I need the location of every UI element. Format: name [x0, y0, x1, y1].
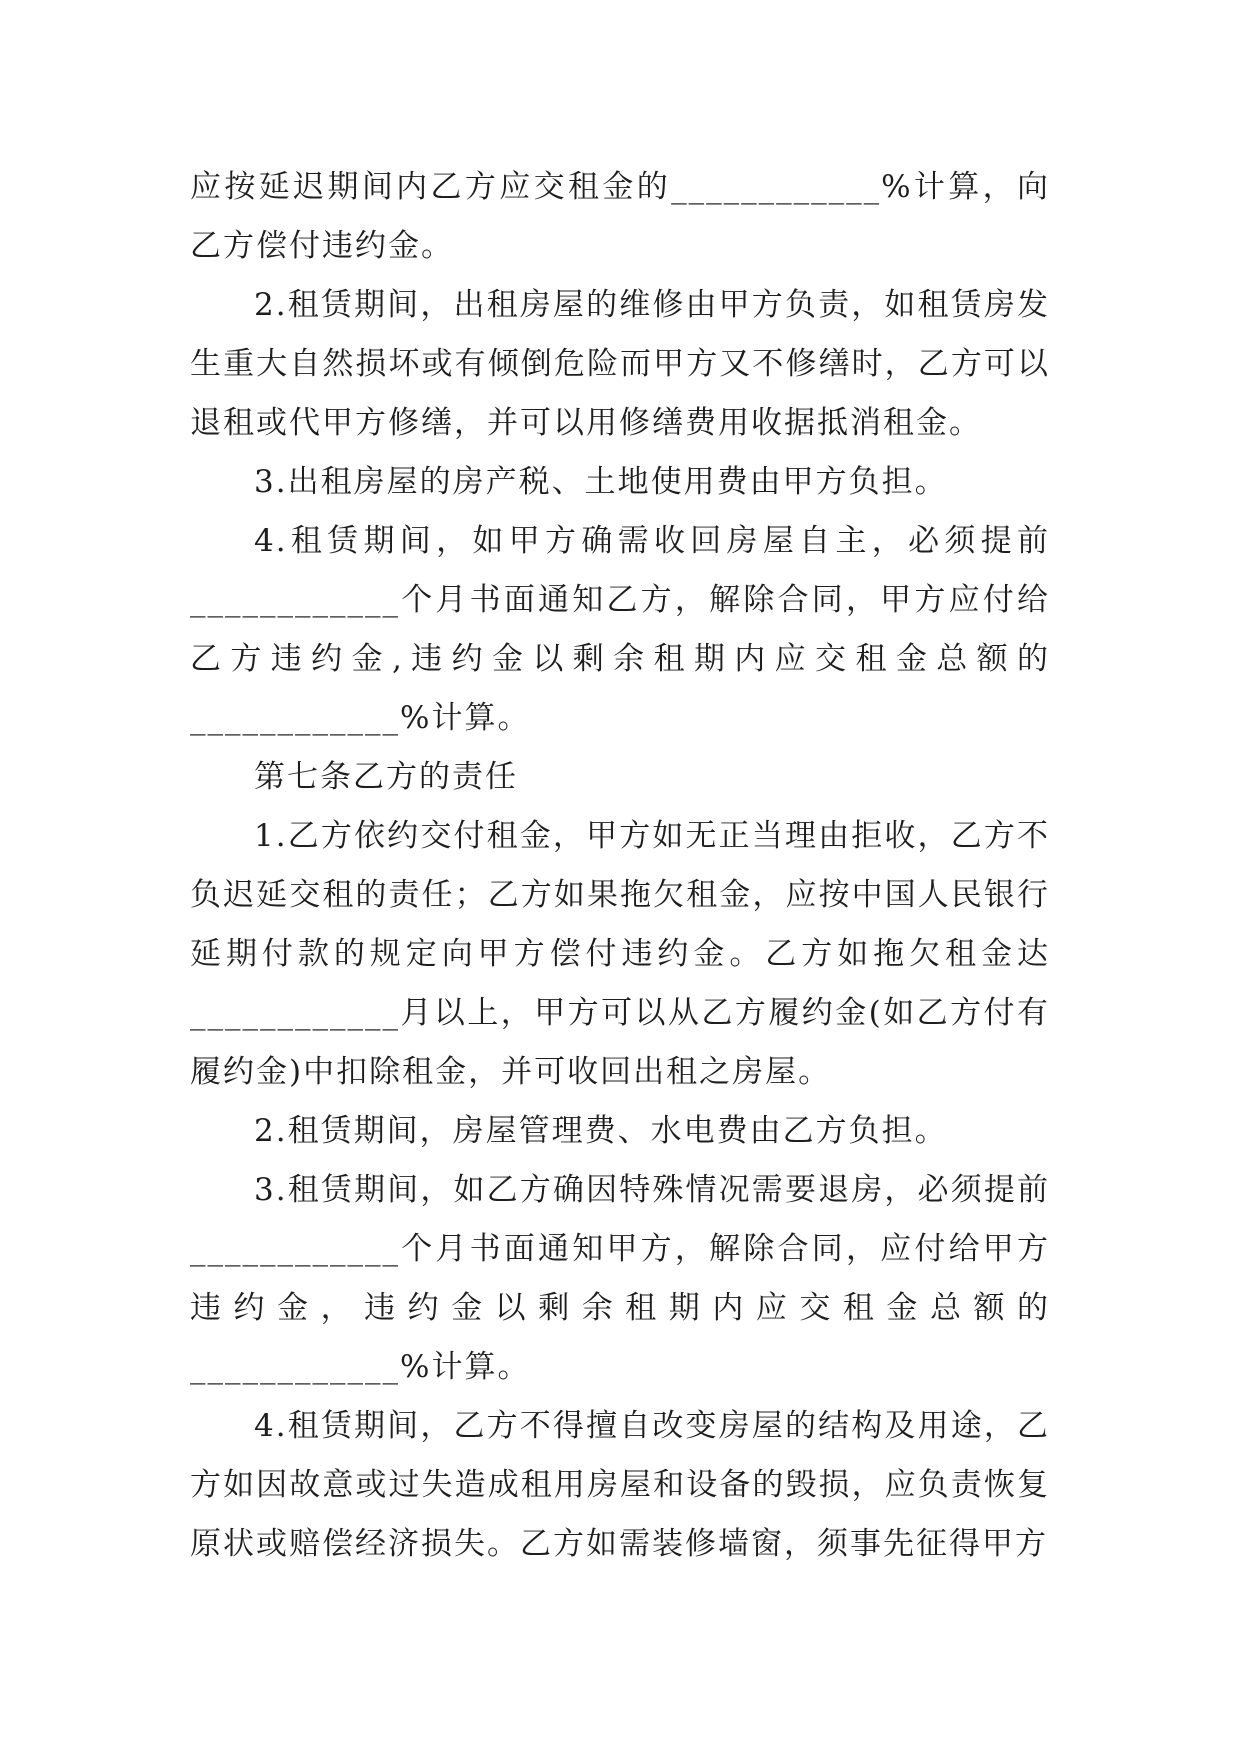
- section-heading: 第七条乙方的责任: [254, 759, 518, 795]
- paragraph-3: 3.出租房屋的房产税、土地使用费由甲方负担。: [254, 464, 948, 500]
- paragraph-7: 2.租赁期间，房屋管理费、水电费由乙方负担。: [254, 1113, 948, 1149]
- paragraph-1: 应按延迟期间内乙方应交租金的____________%计算，向乙方偿付违约金。: [190, 169, 1050, 264]
- paragraph-4: 4.租赁期间，如甲方确需收回房屋自主，必须提前____________个月书面通知乙方，解除合同，甲方应付给乙方违约金,违约金以剩余租期内应交租金总额的____________%计算。: [190, 523, 1050, 736]
- document-body: [190, 158, 1050, 1574]
- paragraph-2: 2.租赁期间，出租房屋的维修由甲方负责，如租赁房发生重大自然损坏或有倾倒危险而甲方又不修缮时，乙方可以退租或代甲方修缮，并可以用修缮费用收据抵消租金。: [190, 287, 1050, 441]
- paragraph-8: 3.租赁期间，如乙方确因特殊情况需要退房，必须提前____________个月书面通知甲方，解除合同，应付给甲方违约金，违约金以剩余租期内应交租金总额的____________%计算。: [190, 1172, 1050, 1385]
- paragraph-6: 1.乙方依约交付租金，甲方如无正当理由拒收，乙方不负迟延交租的责任；乙方如果拖欠租金，应按中国人民银行延期付款的规定向甲方偿付违约金。乙方如拖欠租金达____________月以上，甲方可以从乙方履约金(如乙方付有履约金)中扣除租金，并可收回出租之房屋。: [190, 818, 1050, 1090]
- paragraph-9: 4.租赁期间，乙方不得擅自改变房屋的结构及用途，乙方如因故意或过失造成租用房屋和设备的毁损，应负责恢复原状或赔偿经济损失。乙方如需装修墙窗，须事先征得甲方: [190, 1408, 1050, 1562]
